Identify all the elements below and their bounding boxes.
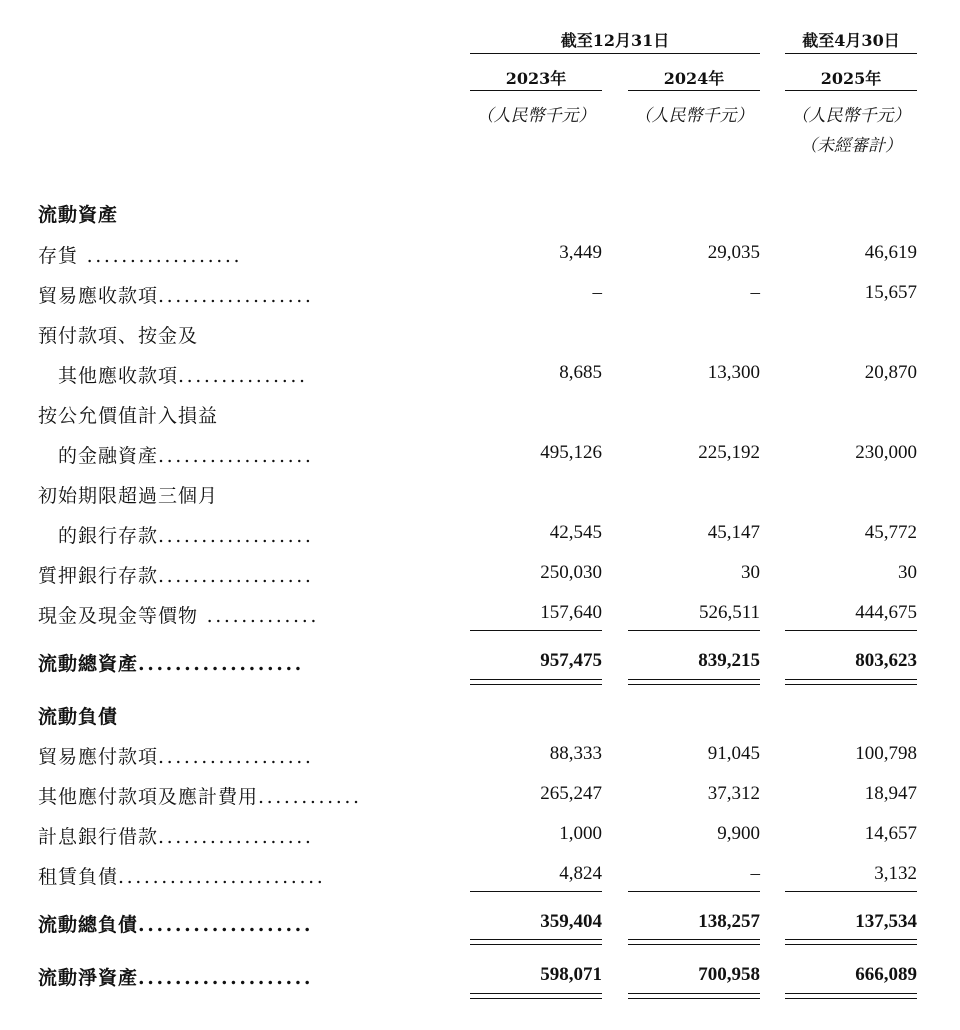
period-header-apr30: 截至4月30日 [802, 31, 900, 50]
cell-value: 100,798 [855, 743, 917, 764]
year-rule [785, 90, 917, 91]
cell-value: 359,404 [540, 911, 602, 932]
cell-value: – [592, 282, 602, 303]
row-label-deposits: 初始期限超過三個月 [38, 485, 219, 507]
cell-value: 444,675 [855, 602, 917, 623]
row-label-net-current-assets: 流動淨資產................... [38, 967, 314, 989]
cell-value: 137,534 [855, 911, 917, 932]
cell-value: 230,000 [855, 442, 917, 463]
cell-value: 957,475 [540, 650, 602, 671]
row-label-fvtpl-cont: 的金融資產.................. [58, 445, 314, 467]
cell-value: 46,619 [864, 242, 917, 263]
header-rule [785, 53, 917, 54]
year-rule [470, 90, 602, 91]
cell-value: 37,312 [707, 783, 760, 804]
cell-value: 4,824 [559, 863, 602, 884]
total-double-rule [470, 684, 602, 685]
subtotal-rule [470, 891, 602, 892]
cell-value: 13,300 [707, 362, 760, 383]
row-label-trade-payables: 貿易應付款項.................. [38, 746, 314, 768]
total-double-rule [470, 944, 602, 945]
total-double-rule [785, 684, 917, 685]
total-double-rule [470, 939, 602, 940]
row-label-trade-receivables: 貿易應收款項.................. [38, 285, 314, 307]
cell-value: 803,623 [855, 650, 917, 671]
cell-value: 839,215 [698, 650, 760, 671]
cell-value: 250,030 [540, 562, 602, 583]
cell-value: – [750, 863, 760, 884]
section-current-liabilities: 流動負債 [38, 706, 119, 728]
row-label-total-current-assets: 流動總資產.................. [38, 653, 304, 675]
subtotal-rule [785, 891, 917, 892]
cell-value: 526,511 [698, 602, 760, 623]
total-double-rule [470, 998, 602, 999]
total-double-rule [785, 998, 917, 999]
cell-value: 700,958 [698, 964, 760, 985]
row-label-cash: 現金及現金等價物 ............. [38, 605, 319, 627]
cell-value: 14,657 [864, 823, 917, 844]
subtotal-rule [628, 891, 760, 892]
total-double-rule [628, 679, 760, 680]
cell-value: 157,640 [540, 602, 602, 623]
cell-value: 3,132 [874, 863, 917, 884]
cell-value: 88,333 [549, 743, 602, 764]
total-double-rule [470, 679, 602, 680]
row-label-deposits-cont: 的銀行存款.................. [58, 525, 314, 547]
total-double-rule [628, 993, 760, 994]
row-label-inventories: 存貨 .................. [38, 245, 243, 267]
header-rule [470, 53, 760, 54]
total-double-rule [785, 993, 917, 994]
cell-value: 29,035 [707, 242, 760, 263]
total-double-rule [628, 944, 760, 945]
total-double-rule [785, 944, 917, 945]
cell-value: 495,126 [540, 442, 602, 463]
row-label-prepayments: 預付款項、按金及 [38, 325, 199, 347]
year-rule [628, 90, 760, 91]
unaudited-label: （未經審計） [800, 136, 902, 156]
total-double-rule [628, 939, 760, 940]
unit-label: （人民幣千元） [634, 106, 754, 126]
cell-value: 45,147 [707, 522, 760, 543]
cell-value: 20,870 [864, 362, 917, 383]
cell-value: 265,247 [540, 783, 602, 804]
unit-label: （人民幣千元） [476, 106, 596, 126]
section-current-assets: 流動資產 [38, 204, 119, 226]
subtotal-rule [628, 630, 760, 631]
cell-value: 1,000 [559, 823, 602, 844]
total-double-rule [785, 939, 917, 940]
year-2023-header: 2023年 [505, 69, 567, 88]
subtotal-rule [470, 630, 602, 631]
cell-value: 3,449 [559, 242, 602, 263]
cell-value: 8,685 [559, 362, 602, 383]
cell-value: – [750, 282, 760, 303]
row-label-prepayments-cont: 其他應收款項............... [58, 365, 308, 387]
row-label-total-current-liabilities: 流動總負債................... [38, 914, 314, 936]
row-label-borrowings: 計息銀行借款.................. [38, 826, 314, 848]
total-double-rule [628, 998, 760, 999]
year-2024-header: 2024年 [663, 69, 725, 88]
total-double-rule [785, 679, 917, 680]
cell-value: 666,089 [855, 964, 917, 985]
total-double-rule [470, 993, 602, 994]
cell-value: 598,071 [540, 964, 602, 985]
cell-value: 45,772 [864, 522, 917, 543]
cell-value: 9,900 [717, 823, 760, 844]
row-label-pledged-deposits: 質押銀行存款.................. [38, 565, 314, 587]
cell-value: 91,045 [707, 743, 760, 764]
year-2025-header: 2025年 [820, 69, 882, 88]
period-header-dec31: 截至12月31日 [560, 31, 670, 50]
cell-value: 18,947 [864, 783, 917, 804]
unit-label: （人民幣千元） [791, 106, 911, 126]
cell-value: 30 [741, 562, 760, 583]
subtotal-rule [785, 630, 917, 631]
cell-value: 42,545 [549, 522, 602, 543]
cell-value: 225,192 [698, 442, 760, 463]
cell-value: 30 [898, 562, 917, 583]
cell-value: 15,657 [864, 282, 917, 303]
row-label-lease-liabilities: 租賃負債........................ [38, 866, 326, 888]
row-label-other-payables: 其他應付款項及應計費用............ [38, 786, 362, 808]
row-label-fvtpl: 按公允價值計入損益 [38, 405, 219, 427]
total-double-rule [628, 684, 760, 685]
cell-value: 138,257 [698, 911, 760, 932]
